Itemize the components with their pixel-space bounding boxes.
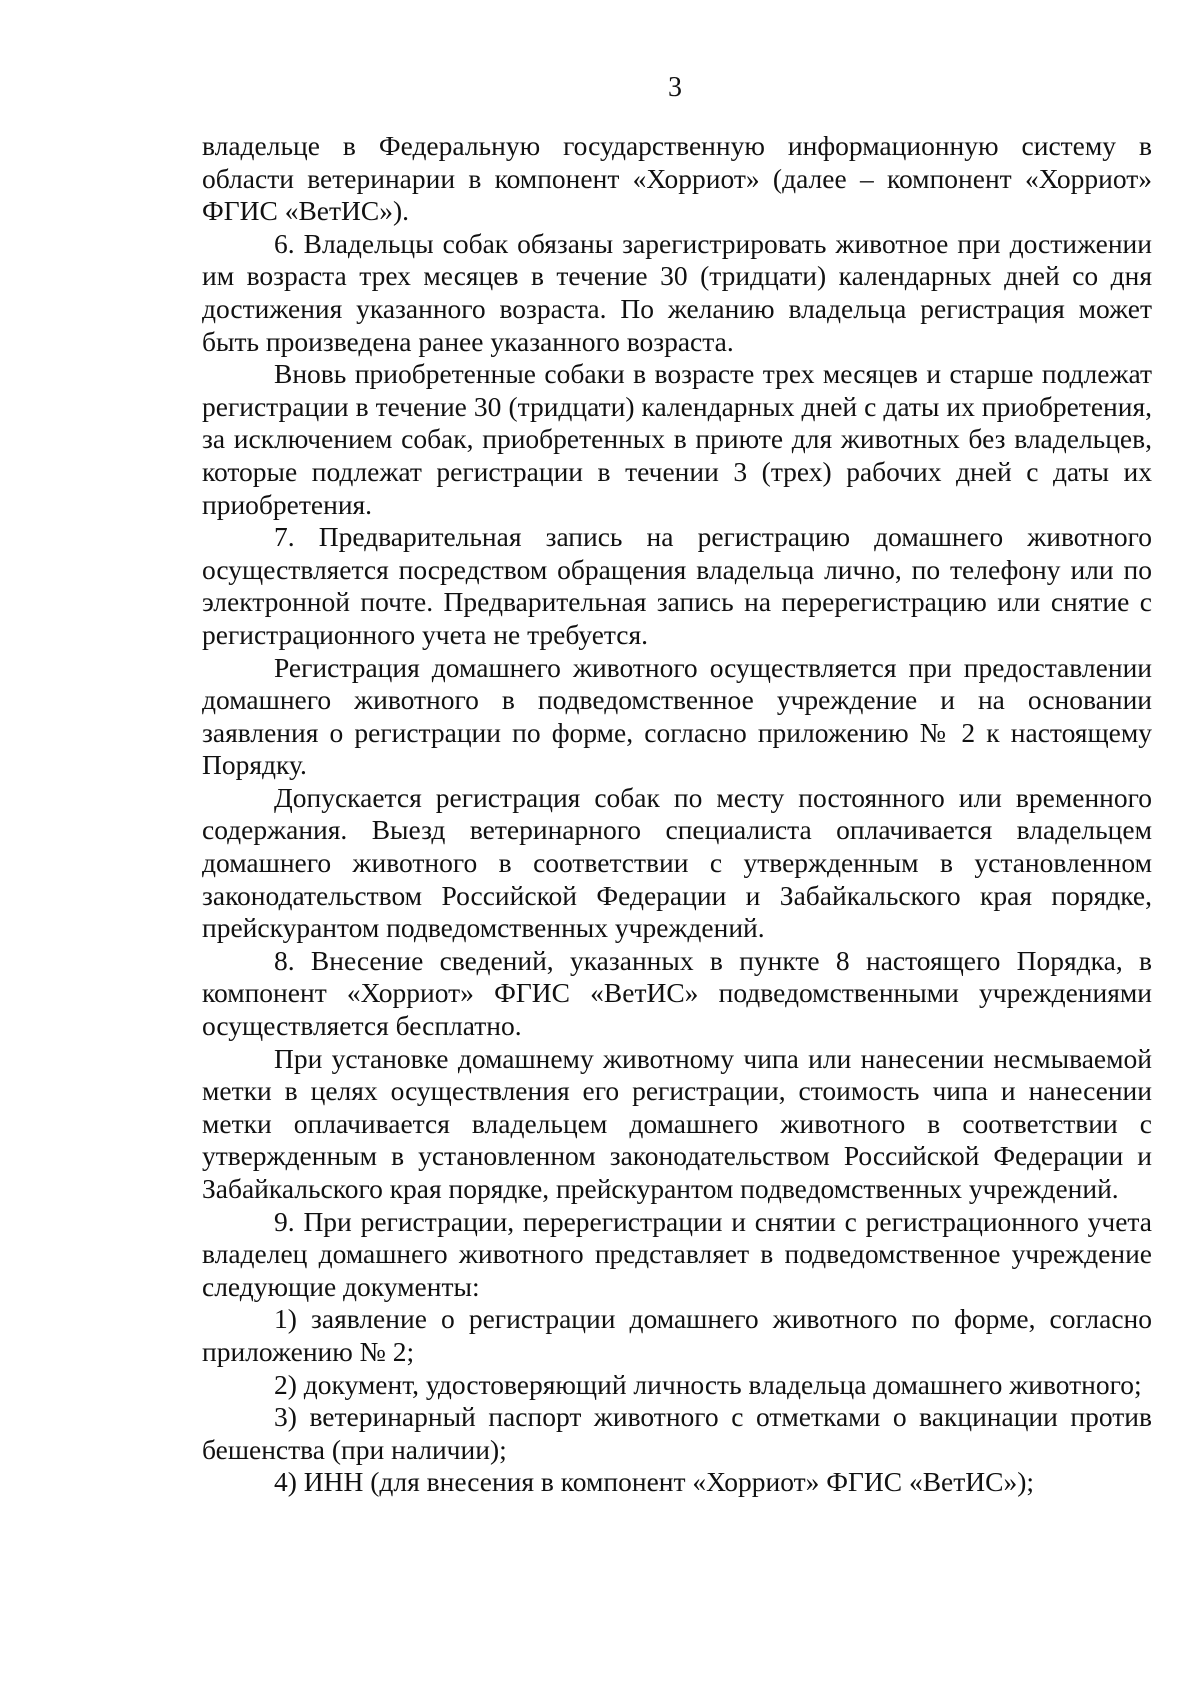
paragraph-registration-location: Допускается регистрация собак по месту постоянного или временного содержания. Выезд ветеринарного специалиста оплачивается владельцем домашнего животного в соответствии с утвержденным в установленном законодательством Российской Федерации и Забайкальского края порядке, прейскурантом подведомственных учреждений.: [202, 781, 1152, 944]
list-item-1: 1) заявление о регистрации домашнего животного по форме, согласно приложению № 2;: [202, 1303, 1152, 1367]
paragraph-item-7: 7. Предварительная запись на регистрацию домашнего животного осуществляется посредством обращения владельца лично, по телефону или по электронной почте. Предварительная запись на перерегистрацию или снятие с регистрационного учета не требуется.: [202, 521, 1152, 650]
page-number: 3: [668, 72, 682, 103]
paragraph-newly-acquired-dogs: Вновь приобретенные собаки в возрасте трех месяцев и старше подлежат регистрации в течение 30 (тридцати) календарных дней с даты их приобретения, за исключением собак, приобретенных в приюте для животных без владельцев, которые подлежат регистрации в течении 3 (трех) рабочих дней с даты их приобретения.: [202, 358, 1152, 520]
paragraph-continuation: владельце в Федеральную государственную информационную систему в области ветеринарии в компонент «Хорриот» (далее – компонент «Хорриот» ФГИС «ВетИС»).: [202, 130, 1152, 227]
list-item-4: 4) ИНН (для внесения в компонент «Хорриот» ФГИС «ВетИС»);: [274, 1466, 1035, 1498]
paragraph-registration-procedure: Регистрация домашнего животного осуществляется при предоставлении домашнего животного в подведомственное учреждение и на основании заявления о регистрации по форме, согласно приложению № 2 к настоящему Порядку.: [202, 651, 1152, 781]
document-body: [202, 130, 1152, 1499]
paragraph-item-9: 9. При регистрации, перерегистрации и снятии с регистрационного учета владелец домашнего животного представляет в подведомственное учреждение следующие документы:: [202, 1205, 1152, 1302]
list-item-2: 2) документ, удостоверяющий личность владельца домашнего животного;: [274, 1368, 1142, 1400]
paragraph-chip-installation: При установке домашнему животному чипа или нанесении несмываемой метки в целях осуществления его регистрации, стоимость чипа и нанесении метки оплачивается владельцем домашнего животного в соответствии с утвержденным в установленном законодательством Российской Федерации и Забайкальского края порядке, прейскурантом подведомственных учреждений.: [202, 1042, 1152, 1204]
paragraph-item-8: 8. Внесение сведений, указанных в пункте 8 настоящего Порядка, в компонент «Хорриот» ФГИС «ВетИС» подведомственными учреждениями осуществляется бесплатно.: [202, 944, 1152, 1042]
paragraph-item-6: 6. Владельцы собак обязаны зарегистрировать животное при достижении им возраста трех месяцев в течение 30 (тридцати) календарных дней со дня достижения указанного возраста. По желанию владельца регистрация может быть произведена ранее указанного возраста.: [202, 227, 1152, 357]
list-item-3: 3) ветеринарный паспорт животного с отметками о вакцинации против бешенства (при наличии);: [202, 1401, 1152, 1465]
